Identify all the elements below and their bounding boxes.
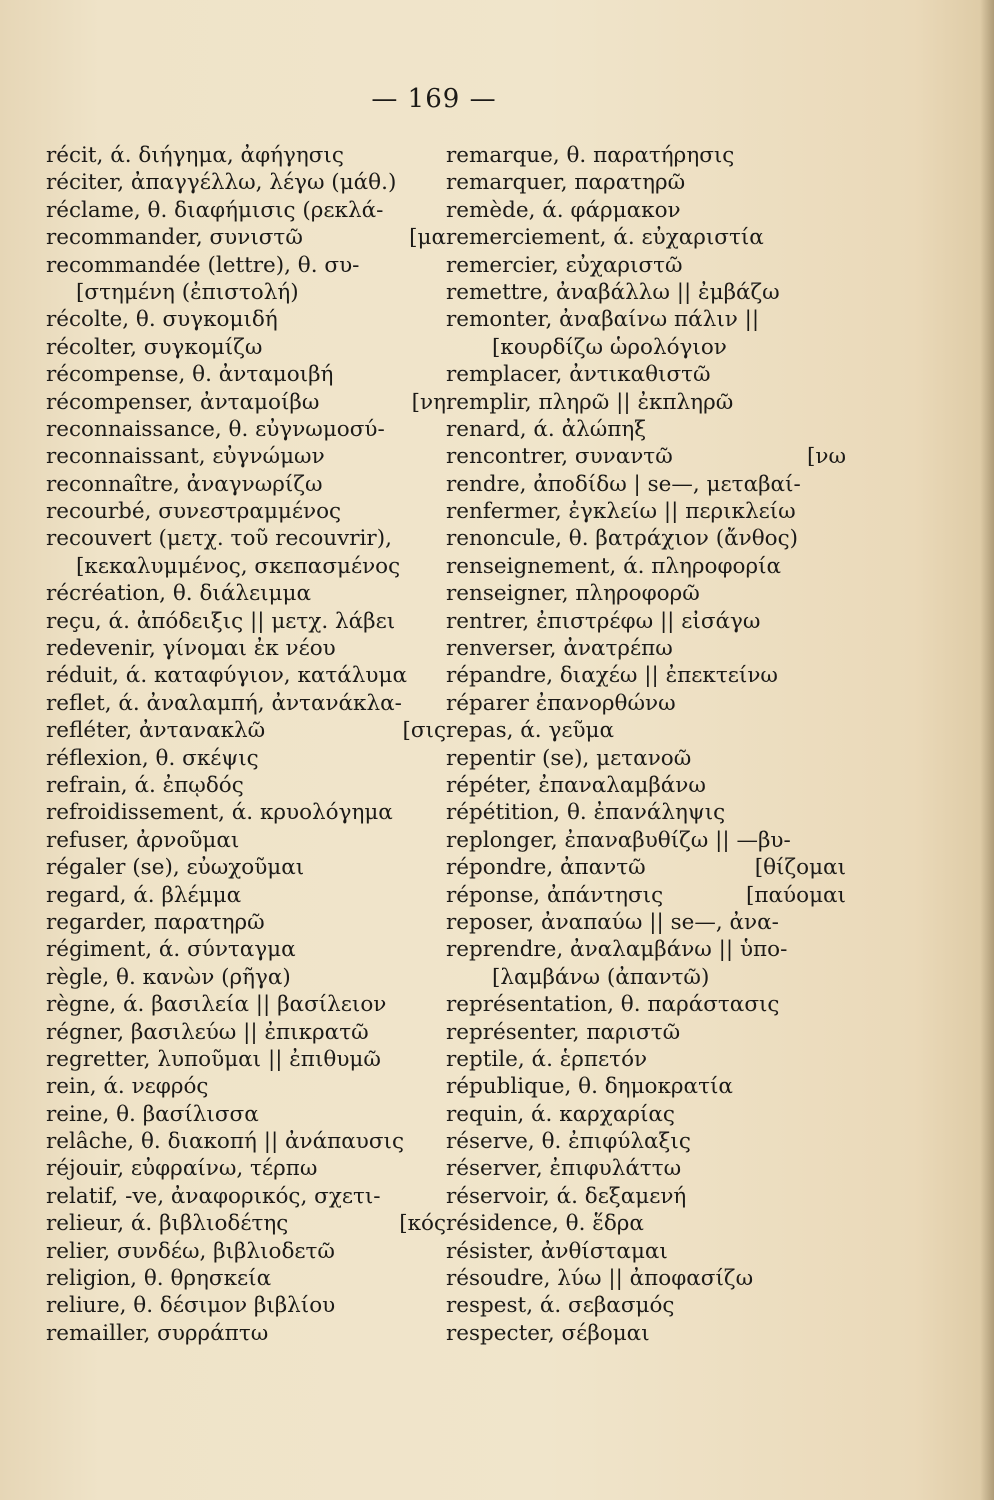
entry-text: refuser, ἀρνοῦμαι — [46, 827, 240, 853]
entry-text: représenter, παριστῶ — [446, 1019, 681, 1045]
dictionary-entry — [446, 416, 846, 443]
entry-text: respest, ά. σεβασμός — [446, 1293, 675, 1319]
entry-text: reprendre, ἀναλαμβάνω || ὑπο- — [446, 937, 788, 963]
dictionary-entry — [446, 662, 846, 689]
entry-text: [κεκαλυμμένος, σκεπασμένος — [76, 553, 401, 579]
entry-text: renfermer, ἐγκλείω || περικλείω — [446, 499, 796, 525]
entry-text: réclame, θ. διαφήμισις (ρεκλά- — [46, 197, 384, 223]
entry-text: recommander, συνιστῶ — [46, 225, 303, 251]
dictionary-entry — [46, 854, 446, 881]
entry-text: [λαμβάνω (ἀπαντῶ) — [492, 964, 710, 990]
dictionary-entry — [446, 224, 846, 251]
entry-text: renoncule, θ. βατράχιον (ἄνθος) — [446, 526, 799, 552]
entry-text: recourbé, συνεστραμμένος — [46, 499, 342, 525]
dictionary-entry — [446, 169, 846, 196]
dictionary-entry — [446, 964, 846, 991]
dictionary-entry — [446, 799, 846, 826]
entry-text: résister, ἀνθίσταμαι — [446, 1238, 668, 1264]
entry-text: reflet, ά. ἀναλαμπή, ἀντανάκλα- — [46, 690, 402, 716]
dictionary-entry — [446, 1238, 846, 1265]
entry-text: règle, θ. κανὼν (ρῆγα) — [46, 964, 291, 990]
dictionary-entry — [46, 1019, 446, 1046]
dictionary-entry — [46, 1183, 446, 1210]
dictionary-entry — [446, 471, 846, 498]
entry-text: réserve, θ. ἐπιφύλαξις — [446, 1129, 691, 1155]
entry-text: reconnaissant, εὐγνώμων — [46, 444, 325, 470]
dictionary-entry — [46, 1238, 446, 1265]
dictionary-entry — [446, 580, 846, 607]
entry-text: [κουρδίζω ὡρολόγιον — [492, 334, 727, 360]
entry-text: répéter, ἐπαναλαμβάνω — [446, 772, 706, 798]
entry-text: reptile, ά. ἑρπετόν — [446, 1046, 648, 1072]
entry-text: remercier, εὐχαριστῶ — [446, 252, 683, 278]
entry-text: requin, ά. καρχαρίας — [446, 1101, 675, 1127]
dictionary-entry — [46, 580, 446, 607]
dictionary-entry — [46, 553, 446, 580]
entry-continuation: [παύομαι — [746, 882, 846, 908]
dictionary-entry — [446, 1183, 846, 1210]
entry-continuation: [κός — [399, 1211, 446, 1237]
dictionary-entry — [46, 1046, 446, 1073]
dictionary-entry — [46, 498, 446, 525]
dictionary-entry — [46, 224, 446, 251]
dictionary-entry — [446, 443, 846, 470]
entry-continuation: [νη — [411, 389, 446, 415]
right-column — [446, 142, 846, 1347]
dictionary-entry — [46, 717, 446, 744]
dictionary-entry — [46, 1073, 446, 1100]
dictionary-entry — [446, 279, 846, 306]
entry-text: reconnaître, ἀναγνωρίζω — [46, 471, 323, 497]
dictionary-entry — [446, 635, 846, 662]
entry-text: reliure, θ. δέσιμον βιβλίου — [46, 1293, 336, 1319]
entry-text: relieur, ά. βιβλιοδέτης — [46, 1211, 289, 1237]
dictionary-entry — [46, 1155, 446, 1182]
entry-text: religion, θ. θρησκεία — [46, 1266, 272, 1292]
entry-text: récréation, θ. διάλειμμα — [46, 581, 312, 607]
entry-text: réflexion, θ. σκέψις — [46, 745, 259, 771]
dictionary-entry — [46, 1292, 446, 1319]
dictionary-entry — [446, 1265, 846, 1292]
entry-text: réserver, ἐπιφυλάττω — [446, 1156, 682, 1182]
dictionary-entry — [46, 306, 446, 333]
dictionary-entry — [446, 745, 846, 772]
dictionary-entry — [46, 1265, 446, 1292]
dictionary-entry — [446, 306, 846, 333]
dictionary-entry — [46, 443, 446, 470]
dictionary-entry — [46, 334, 446, 361]
entry-text: résoudre, λύω || ἀποφασίζω — [446, 1266, 754, 1292]
dictionary-entry — [46, 252, 446, 279]
entry-text: rencontrer, συναντῶ — [446, 444, 673, 470]
dictionary-entry — [46, 745, 446, 772]
dictionary-entry — [446, 608, 846, 635]
entry-text: relatif, -ve, ἀναφορικός, σχετι- — [46, 1183, 381, 1209]
entry-text: remonter, ἀναβαίνω πάλιν || — [446, 307, 760, 333]
entry-text: reposer, ἀναπαύω || se—, ἀνα- — [446, 909, 779, 935]
dictionary-entry — [446, 1073, 846, 1100]
entry-text: rentrer, ἐπιστρέφω || εἰσάγω — [446, 608, 761, 634]
dictionary-entry — [446, 197, 846, 224]
dictionary-entry — [46, 197, 446, 224]
dictionary-entry — [446, 690, 846, 717]
entry-text: répondre, ἀπαντῶ — [446, 855, 646, 881]
entry-text: [στημένη (ἐπιστολή) — [76, 279, 299, 305]
entry-text: remarque, θ. παρατήρησις — [446, 143, 735, 168]
dictionary-entry — [46, 525, 446, 552]
dictionary-entry — [46, 635, 446, 662]
dictionary-entry — [446, 1292, 846, 1319]
dictionary-entry — [446, 498, 846, 525]
dictionary-entry — [46, 389, 446, 416]
entry-text: république, θ. δημοκρατία — [446, 1074, 733, 1100]
dictionary-entry — [446, 361, 846, 388]
entry-text: récolter, συγκομίζω — [46, 334, 263, 360]
entry-text: refroidissement, ά. κρυολόγημα — [46, 800, 393, 826]
dictionary-entry — [446, 334, 846, 361]
dictionary-entry — [446, 909, 846, 936]
page-edge-shadow — [980, 0, 994, 1500]
entry-text: récit, ά. διήγημα, ἀφήγησις — [46, 143, 344, 168]
dictionary-entry — [46, 169, 446, 196]
dictionary-entry — [46, 991, 446, 1018]
dictionary-entry — [446, 1155, 846, 1182]
dictionary-entry — [46, 827, 446, 854]
entry-text: récompense, θ. ἀνταμοιβή — [46, 362, 334, 388]
dictionary-entry — [446, 553, 846, 580]
entry-text: renseigner, πληροφορῶ — [446, 581, 700, 607]
entry-text: remplacer, ἀντικαθιστῶ — [446, 362, 711, 388]
dictionary-entry — [46, 416, 446, 443]
dictionary-entry — [446, 525, 846, 552]
dictionary-entry — [46, 690, 446, 717]
entry-text: recommandée (lettre), θ. συ- — [46, 252, 360, 278]
dictionary-entry — [446, 1101, 846, 1128]
entry-text: regard, ά. βλέμμα — [46, 882, 242, 908]
dictionary-entry — [446, 142, 846, 169]
entry-text: rein, ά. νεφρός — [46, 1074, 209, 1100]
entry-text: regarder, παρατηρῶ — [46, 909, 265, 935]
dictionary-entry — [446, 827, 846, 854]
entry-text: reçu, ά. ἀπόδειξις || μετχ. λάβει — [46, 608, 396, 634]
entry-text: remailler, συρράπτω — [46, 1320, 269, 1346]
entry-text: récolte, θ. συγκομιδή — [46, 307, 278, 333]
dictionary-entry — [446, 772, 846, 799]
entry-text: réservoir, ά. δεξαμενή — [446, 1183, 687, 1209]
dictionary-entry — [46, 608, 446, 635]
entry-text: repas, ά. γεῦμα — [446, 718, 615, 744]
left-column — [46, 142, 446, 1347]
dictionary-entry — [46, 361, 446, 388]
dictionary-entry — [46, 471, 446, 498]
dictionary-entry — [46, 909, 446, 936]
dictionary-entry — [446, 389, 846, 416]
dictionary-entry — [46, 662, 446, 689]
dictionary-entry — [46, 1320, 446, 1347]
entry-text: réponse, ἀπάντησις — [446, 882, 664, 908]
entry-text: rendre, ἀποδίδω | se—, μεταβαί- — [446, 471, 801, 497]
entry-text: refléter, ἀντανακλῶ — [46, 718, 266, 744]
dictionary-entry — [446, 1128, 846, 1155]
entry-text: régiment, ά. σύνταγμα — [46, 937, 296, 963]
entry-text: régner, βασιλεύω || ἐπικρατῶ — [46, 1019, 369, 1045]
entry-continuation: [θίζομαι — [754, 855, 846, 881]
dictionary-entry — [46, 1128, 446, 1155]
entry-text: regretter, λυποῦμαι || ἐπιθυμῶ — [46, 1046, 381, 1072]
dictionary-entry — [446, 1320, 846, 1347]
dictionary-entry — [446, 1046, 846, 1073]
dictionary-entry — [446, 936, 846, 963]
dictionary-entry — [46, 142, 446, 169]
entry-text: relâche, θ. διακοπή || ἀνάπαυσις — [46, 1129, 405, 1155]
entry-text: répétition, θ. ἐπανάληψις — [446, 800, 726, 826]
entry-text: reine, θ. βασίλισσα — [46, 1101, 259, 1127]
entry-continuation: [μα — [409, 225, 446, 251]
entry-continuation: [νω — [807, 444, 846, 470]
entry-text: renverser, ἀνατρέπω — [446, 636, 673, 662]
entry-text: replonger, ἐπαναβυθίζω || —βυ- — [446, 827, 791, 853]
dictionary-entry — [46, 936, 446, 963]
entry-text: respecter, σέβομαι — [446, 1320, 650, 1346]
entry-text: repentir (se), μετανοῶ — [446, 745, 692, 771]
dictionary-entry — [46, 772, 446, 799]
dictionary-entry — [46, 1101, 446, 1128]
entry-text: régaler (se), εὐωχοῦμαι — [46, 855, 305, 881]
entry-text: reconnaissance, θ. εὐγνωμοσύ- — [46, 416, 385, 442]
entry-text: résidence, θ. ἕδρα — [446, 1211, 644, 1237]
dictionary-entry — [46, 799, 446, 826]
dictionary-entry — [46, 964, 446, 991]
dictionary-entry — [446, 1210, 846, 1237]
entry-text: renseignement, ά. πληροφορία — [446, 553, 782, 579]
entry-text: réparer ἐπανορθώνω — [446, 690, 676, 716]
page-number: — 169 — — [371, 84, 497, 114]
entry-text: réciter, ἀπαγγέλλω, λέγω (μάθ.) — [46, 170, 397, 196]
entry-text: représentation, θ. παράστασις — [446, 992, 780, 1018]
entry-text: relier, συνδέω, βιβλιοδετῶ — [46, 1238, 335, 1264]
dictionary-entry — [46, 882, 446, 909]
dictionary-entry — [446, 854, 846, 881]
entry-text: redevenir, γίνομαι ἐκ νέου — [46, 636, 336, 662]
dictionary-entry — [446, 882, 846, 909]
entry-text: répandre, διαχέω || ἐπεκτείνω — [446, 663, 778, 689]
entry-text: réjouir, εὐφραίνω, τέρπω — [46, 1156, 318, 1182]
entry-text: remplir, πληρῶ || ἐκπληρῶ — [446, 389, 734, 415]
entry-text: remarquer, παρατηρῶ — [446, 170, 686, 196]
entry-text: remède, ά. φάρμακον — [446, 197, 681, 223]
entry-text: recouvert (μετχ. τοῦ recouvrir), — [46, 526, 392, 552]
entry-text: réduit, ά. καταφύγιον, κατάλυμα — [46, 663, 407, 689]
dictionary-entry — [446, 1019, 846, 1046]
dictionary-entry — [446, 991, 846, 1018]
entry-text: règne, ά. βασιλεία || βασίλειον — [46, 992, 387, 1018]
entry-text: refrain, ά. ἐπῳδός — [46, 772, 244, 798]
entry-continuation: [σις — [402, 718, 446, 744]
dictionary-entry — [446, 252, 846, 279]
entry-text: récompenser, ἀνταμοίβω — [46, 389, 320, 415]
entry-text: renard, ά. ἀλώπηξ — [446, 416, 647, 442]
entry-text: remettre, ἀναβάλλω || ἐμβάζω — [446, 279, 780, 305]
entry-text: remerciement, ά. εὐχαριστία — [446, 225, 764, 251]
dictionary-entry — [446, 717, 846, 744]
dictionary-entry — [46, 1210, 446, 1237]
dictionary-entry — [46, 279, 446, 306]
